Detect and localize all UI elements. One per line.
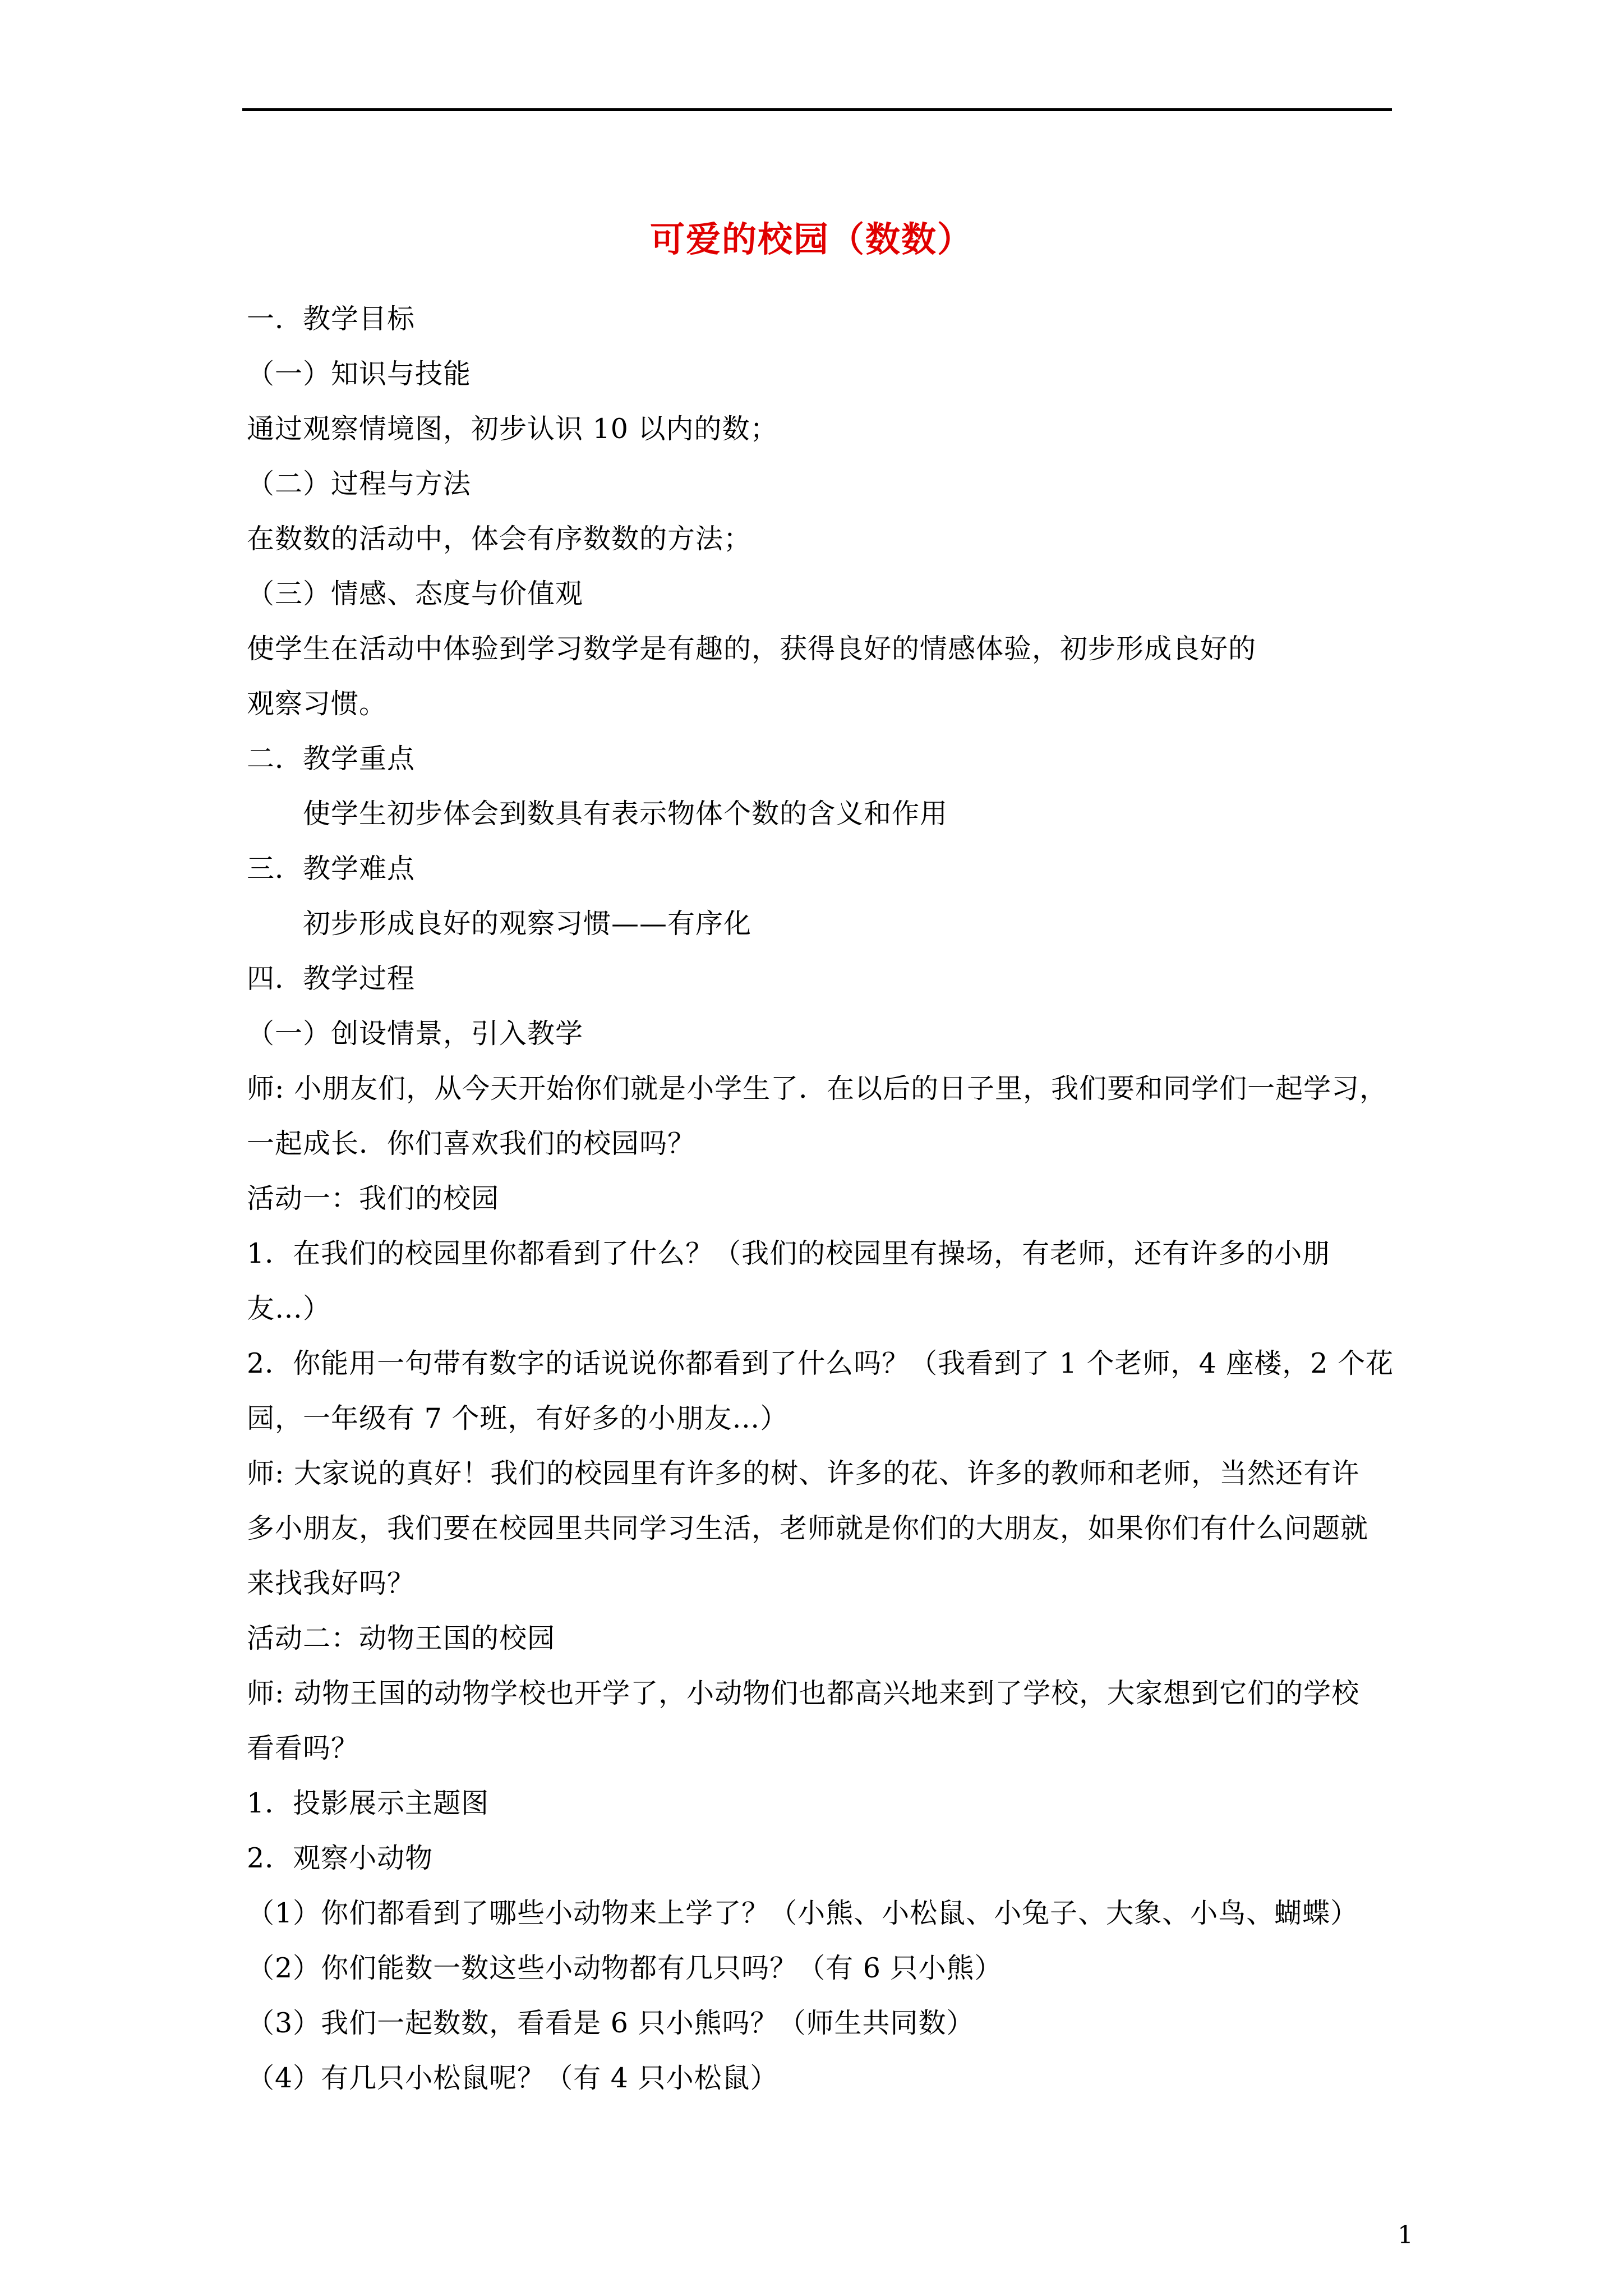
text-line: 三．教学难点 [247,853,416,885]
text-line: （1）你们都看到了哪些小动物来上学了？（小熊、小松鼠、小兔子、大象、小鸟、蝴蝶） [247,1897,1359,1929]
text-line: （二）过程与方法 [247,468,472,500]
text-line: 多小朋友，我们要在校园里共同学习生活，老师就是你们的大朋友，如果你们有什么问题就 [247,1512,1369,1544]
document-body [247,292,1394,2106]
text-line: （4）有几只小松鼠呢？（有 4 只小松鼠） [247,2062,778,2094]
text-line: 通过观察情境图，初步认识 10 以内的数； [247,413,778,445]
text-line: 一起成长．你们喜欢我们的校园吗？ [247,1128,696,1159]
text-line: （3）我们一起数数，看看是 6 只小熊吗？（师生共同数） [247,2007,975,2039]
text-line: （一）创设情景，引入教学 [247,1018,584,1050]
text-line: 看看吗？ [247,1732,359,1764]
text-line: 师: 小朋友们，从今天开始你们就是小学生了．在以后的日子里，我们要和同学们一起学习， [247,1073,1388,1105]
text-line: （三）情感、态度与价值观 [247,578,584,610]
text-line: 师: 动物王国的动物学校也开学了，小动物们也都高兴地来到了学校，大家想到它们的学校 [247,1677,1360,1709]
text-line: （2）你们能数一数这些小动物都有几只吗？（有 6 只小熊） [247,1952,1003,1984]
text-line: 2．你能用一句带有数字的话说说你都看到了什么吗？（我看到了 1 个老师，4 座楼，2 个花 [247,1347,1394,1379]
text-line: 活动二：动物王国的校园 [247,1622,556,1654]
text-line: 1．投影展示主题图 [247,1787,490,1819]
text-line: 使学生初步体会到数具有表示物体个数的含义和作用 [303,798,948,830]
text-line: 园，一年级有 7 个班，有好多的小朋友…） [247,1402,789,1434]
text-line: 来找我好吗？ [247,1567,416,1599]
text-line: 师: 大家说的真好！我们的校园里有许多的树、许多的花、许多的教师和老师，当然还有许 [247,1457,1360,1489]
text-line: （一）知识与技能 [247,358,472,390]
text-line: 初步形成良好的观察习惯——有序化 [303,908,752,940]
text-line: 二．教学重点 [247,743,416,775]
text-line: 1．在我们的校园里你都看到了什么？（我们的校园里有操场，有老师，还有许多的小朋 [247,1237,1331,1269]
text-line: 友…） [247,1292,331,1324]
page-number: 1 [1398,2221,1413,2249]
text-line: 在数数的活动中，体会有序数数的方法； [247,523,752,555]
document-title: 可爱的校园（数数） [649,219,973,260]
text-line: 四．教学过程 [247,963,416,995]
text-line: 2．观察小动物 [247,1842,434,1874]
header-rule [242,108,1392,111]
text-line: 使学生在活动中体验到学习数学是有趣的，获得良好的情感体验，初步形成良好的 [247,633,1257,665]
text-line: 活动一：我们的校园 [247,1182,500,1214]
text-line: 观察习惯。 [247,688,388,720]
text-line: 一．教学目标 [247,303,416,335]
